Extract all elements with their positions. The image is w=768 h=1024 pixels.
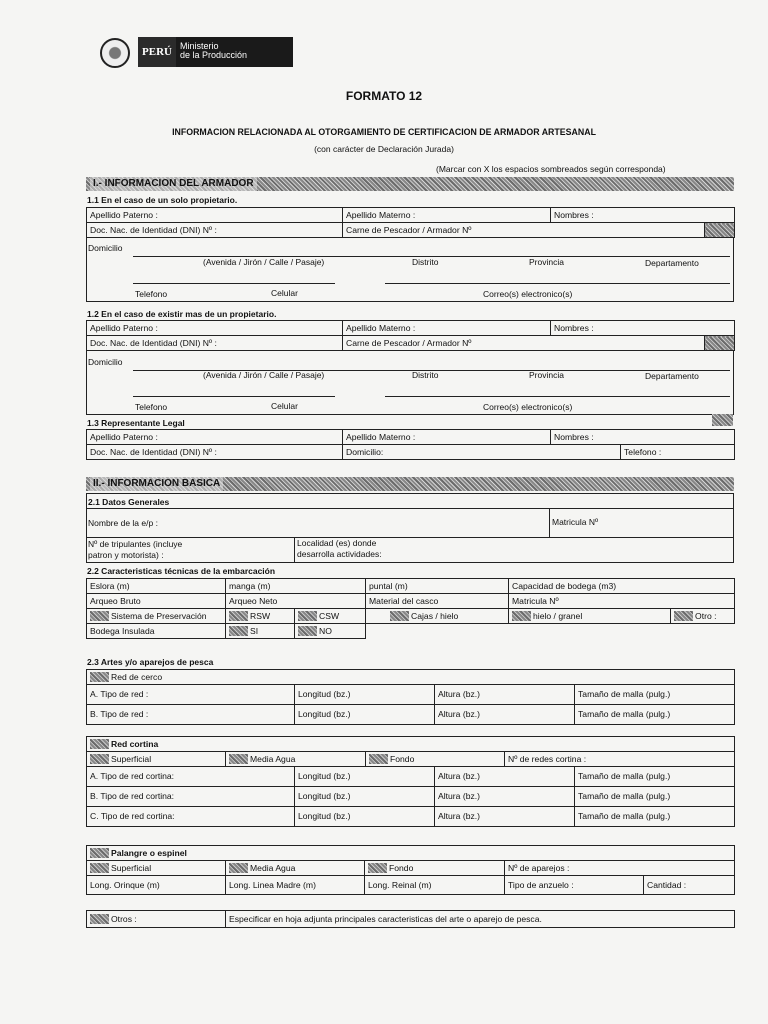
tipo-red-cortina-c[interactable]: C. Tipo de red cortina: <box>87 807 295 827</box>
altura-field[interactable]: Altura (bz.) <box>435 767 575 787</box>
subsection-2-1: 2.1 Datos Generales <box>88 497 170 507</box>
long-orinque-field[interactable]: Long. Orinque (m) <box>87 876 226 895</box>
section-1-header <box>86 177 734 191</box>
apellido-materno-field[interactable]: Apellido Materno : <box>343 208 551 223</box>
spacer <box>369 611 388 621</box>
correo-line <box>385 283 730 284</box>
marking-instruction: (Marcar con X los espacios sombreados según corresponda) <box>436 164 666 174</box>
celular-line <box>247 283 335 284</box>
tripulantes-field[interactable]: Nº de tripulantes (incluye patron y motorista) : <box>88 539 183 560</box>
tamano-malla-field[interactable]: Tamaño de malla (pulg.) <box>575 787 735 807</box>
section-1-title: I.- INFORMACION DEL ARMADOR <box>90 177 257 191</box>
checkbox-icon[interactable] <box>90 739 109 749</box>
divider <box>86 508 734 509</box>
format-title: FORMATO 12 <box>345 89 423 103</box>
red-cerco-option[interactable]: Red de cerco <box>87 670 735 685</box>
distrito-caption: Distrito <box>412 370 439 380</box>
superficial-option[interactable]: Superficial <box>87 752 226 767</box>
checkbox-icon[interactable] <box>229 626 248 636</box>
checkbox-icon[interactable] <box>298 626 317 636</box>
cajas-hielo-option[interactable]: Cajas / hielo <box>366 609 509 624</box>
cantidad-field[interactable]: Cantidad : <box>644 876 735 895</box>
datos-generales-box <box>86 493 734 563</box>
tipo-anzuelo-field[interactable]: Tipo de anzuelo : <box>505 876 644 895</box>
tamano-malla-field[interactable]: Tamaño de malla (pulg.) <box>575 807 735 827</box>
carne-checkbox[interactable] <box>705 336 735 351</box>
distrito-caption: Distrito <box>412 257 439 267</box>
avenida-caption: (Avenida / Jirón / Calle / Pasaje) <box>203 370 325 380</box>
checkbox-icon[interactable] <box>674 611 693 621</box>
domicilio-label: Domicilio <box>88 243 123 253</box>
dni-field[interactable]: Doc. Nac. de Identidad (DNI) Nº : <box>87 336 343 351</box>
representative-table <box>86 429 735 460</box>
provincia-caption: Provincia <box>529 370 564 380</box>
red-cortina-table <box>86 736 735 827</box>
empty-cell <box>366 624 735 639</box>
checkbox-icon[interactable] <box>90 848 109 858</box>
otros-option[interactable]: Otros : <box>87 911 226 928</box>
longitud-field[interactable]: Longitud (bz.) <box>295 767 435 787</box>
otro-option[interactable]: Otro : <box>671 609 735 624</box>
tamano-malla-field[interactable]: Tamaño de malla (pulg.) <box>575 705 735 725</box>
domicilio-label: Domicilio <box>88 357 123 367</box>
checkbox-icon[interactable] <box>368 863 387 873</box>
apellido-materno-field[interactable]: Apellido Materno : <box>343 321 551 336</box>
nombres-field[interactable]: Nombres : <box>551 208 735 223</box>
dni-field[interactable]: Doc. Nac. de Identidad (DNI) Nº : <box>87 223 343 238</box>
domicilio-box-1 <box>86 237 734 302</box>
subsection-2-2: 2.2 Caracteristicas técnicas de la embarcación <box>87 566 276 576</box>
ministry-logo <box>138 37 293 67</box>
puntal-field[interactable]: puntal (m) <box>366 579 509 594</box>
eslora-field[interactable]: Eslora (m) <box>87 579 226 594</box>
media-agua-option[interactable]: Media Agua <box>226 861 365 876</box>
matricula-field[interactable]: Matricula Nº <box>509 594 735 609</box>
checkbox-icon[interactable] <box>90 611 109 621</box>
palangre-option[interactable]: Palangre o espinel <box>87 846 735 861</box>
nombre-ep-field[interactable]: Nombre de la e/p : <box>88 518 158 528</box>
rsw-option[interactable]: RSW <box>226 609 295 624</box>
divider <box>294 537 295 563</box>
correo-line <box>385 396 730 397</box>
checkbox-icon[interactable] <box>90 754 109 764</box>
tipo-red-a[interactable]: A. Tipo de red : <box>87 685 295 705</box>
document-title: INFORMACION RELACIONADA AL OTORGAMIENTO DE CERTIFICACION DE ARMADOR ARTESANAL <box>172 127 596 137</box>
celular-caption: Celular <box>271 401 298 411</box>
peru-coat-of-arms-logo <box>100 38 130 68</box>
checkbox-icon[interactable] <box>390 611 409 621</box>
sistema-option[interactable]: Sistema de Preservación <box>87 609 226 624</box>
correo-caption: Correo(s) electronico(s) <box>483 402 573 412</box>
subsection-2-3: 2.3 Artes y/o aparejos de pesca <box>87 657 214 667</box>
apellido-paterno-field[interactable]: Apellido Paterno : <box>87 430 343 445</box>
nombres-field[interactable]: Nombres : <box>551 321 735 336</box>
red-cerco-table <box>86 669 735 725</box>
subsection-1-3: 1.3 Representante Legal <box>87 418 185 428</box>
arqueo-bruto-field[interactable]: Arqueo Bruto <box>87 594 226 609</box>
bodega-label: Bodega Insulada <box>87 624 226 639</box>
altura-field[interactable]: Altura (bz.) <box>435 685 575 705</box>
logo-country-text: PERÚ <box>138 37 176 67</box>
superficial-option[interactable]: Superficial <box>87 861 226 876</box>
telefono-line <box>133 396 255 397</box>
apellido-paterno-field[interactable]: Apellido Paterno : <box>87 321 343 336</box>
apellido-paterno-field[interactable]: Apellido Paterno : <box>87 208 343 223</box>
correo-caption: Correo(s) electronico(s) <box>483 289 573 299</box>
checkbox-icon[interactable] <box>90 672 109 682</box>
coowner-table <box>86 320 735 351</box>
telefono-caption: Telefono <box>135 402 168 412</box>
divider <box>549 508 550 537</box>
section-2-header <box>86 477 734 491</box>
subsection-1-1: 1.1 En el caso de un solo propietario. <box>87 195 238 205</box>
n-redes-field[interactable]: Nº de redes cortina : <box>505 752 735 767</box>
checkbox-icon[interactable] <box>90 914 109 924</box>
fondo-option[interactable]: Fondo <box>365 861 505 876</box>
domicilio-box-2 <box>86 350 734 415</box>
logo-ministry-text: Ministerio de la Producción <box>180 41 248 60</box>
tamano-malla-field[interactable]: Tamaño de malla (pulg.) <box>575 767 735 787</box>
representante-checkbox[interactable] <box>712 414 733 426</box>
si-option[interactable]: SI <box>226 624 295 639</box>
csw-option[interactable]: CSW <box>295 609 366 624</box>
hielo-granel-option[interactable]: hielo / granel <box>509 609 671 624</box>
avenida-caption: (Avenida / Jirón / Calle / Pasaje) <box>203 257 325 267</box>
departamento-caption: Departamento <box>645 258 699 268</box>
celular-line <box>247 396 335 397</box>
domicilio-field[interactable]: Domicilio: <box>343 445 621 460</box>
carne-field[interactable]: Carne de Pescador / Armador Nº <box>343 336 705 351</box>
telefono-line <box>133 283 255 284</box>
subsection-1-2: 1.2 En el caso de existir mas de un propietario. <box>87 309 277 319</box>
altura-field[interactable]: Altura (bz.) <box>435 705 575 725</box>
palangre-table <box>86 845 735 895</box>
fondo-option[interactable]: Fondo <box>366 752 505 767</box>
red-cortina-option[interactable]: Red cortina <box>87 737 735 752</box>
tipo-red-cortina-b[interactable]: B. Tipo de red cortina: <box>87 787 295 807</box>
arqueo-neto-field[interactable]: Arqueo Neto <box>226 594 366 609</box>
material-field[interactable]: Material del casco <box>366 594 509 609</box>
long-linea-madre-field[interactable]: Long. Linea Madre (m) <box>226 876 365 895</box>
manga-field[interactable]: manga (m) <box>226 579 366 594</box>
longitud-field[interactable]: Longitud (bz.) <box>295 685 435 705</box>
carne-checkbox[interactable] <box>705 223 735 238</box>
media-agua-option[interactable]: Media Agua <box>226 752 366 767</box>
capacidad-field[interactable]: Capacidad de bodega (m3) <box>509 579 735 594</box>
provincia-caption: Provincia <box>529 257 564 267</box>
matricula-field[interactable]: Matricula Nº <box>552 517 599 527</box>
otros-table <box>86 910 735 928</box>
tamano-malla-field[interactable]: Tamaño de malla (pulg.) <box>575 685 735 705</box>
nombres-field[interactable]: Nombres : <box>551 430 735 445</box>
owner-table <box>86 207 735 238</box>
document-subtitle: (con carácter de Declaración Jurada) <box>314 144 454 154</box>
checkbox-icon[interactable] <box>90 863 109 873</box>
tipo-red-cortina-a[interactable]: A. Tipo de red cortina: <box>87 767 295 787</box>
tipo-red-b[interactable]: B. Tipo de red : <box>87 705 295 725</box>
checkbox-icon[interactable] <box>229 863 248 873</box>
telefono-field[interactable]: Telefono : <box>621 445 735 460</box>
checkbox-icon[interactable] <box>229 611 248 621</box>
n-aparejos-field[interactable]: Nº de aparejos : <box>505 861 735 876</box>
technical-table <box>86 578 735 639</box>
localidad-field[interactable]: Localidad (es) donde desarrolla actividades: <box>297 538 382 559</box>
checkbox-icon[interactable] <box>369 754 388 764</box>
checkbox-icon[interactable] <box>512 611 531 621</box>
dni-field[interactable]: Doc. Nac. de Identidad (DNI) Nº : <box>87 445 343 460</box>
longitud-field[interactable]: Longitud (bz.) <box>295 787 435 807</box>
divider <box>86 537 734 538</box>
longitud-field[interactable]: Longitud (bz.) <box>295 705 435 725</box>
longitud-field[interactable]: Longitud (bz.) <box>295 807 435 827</box>
altura-field[interactable]: Altura (bz.) <box>435 807 575 827</box>
altura-field[interactable]: Altura (bz.) <box>435 787 575 807</box>
celular-caption: Celular <box>271 288 298 298</box>
no-option[interactable]: NO <box>295 624 366 639</box>
apellido-materno-field[interactable]: Apellido Materno : <box>343 430 551 445</box>
checkbox-icon[interactable] <box>229 754 248 764</box>
especificar-note: Especificar en hoja adjunta principales caracteristicas del arte o aparejo de pesca. <box>226 911 735 928</box>
section-2-title: II.- INFORMACION BASICA <box>90 477 223 491</box>
long-reinal-field[interactable]: Long. Reinal (m) <box>365 876 505 895</box>
checkbox-icon[interactable] <box>298 611 317 621</box>
telefono-caption: Telefono <box>135 289 168 299</box>
departamento-caption: Departamento <box>645 371 699 381</box>
carne-field[interactable]: Carne de Pescador / Armador Nº <box>343 223 705 238</box>
